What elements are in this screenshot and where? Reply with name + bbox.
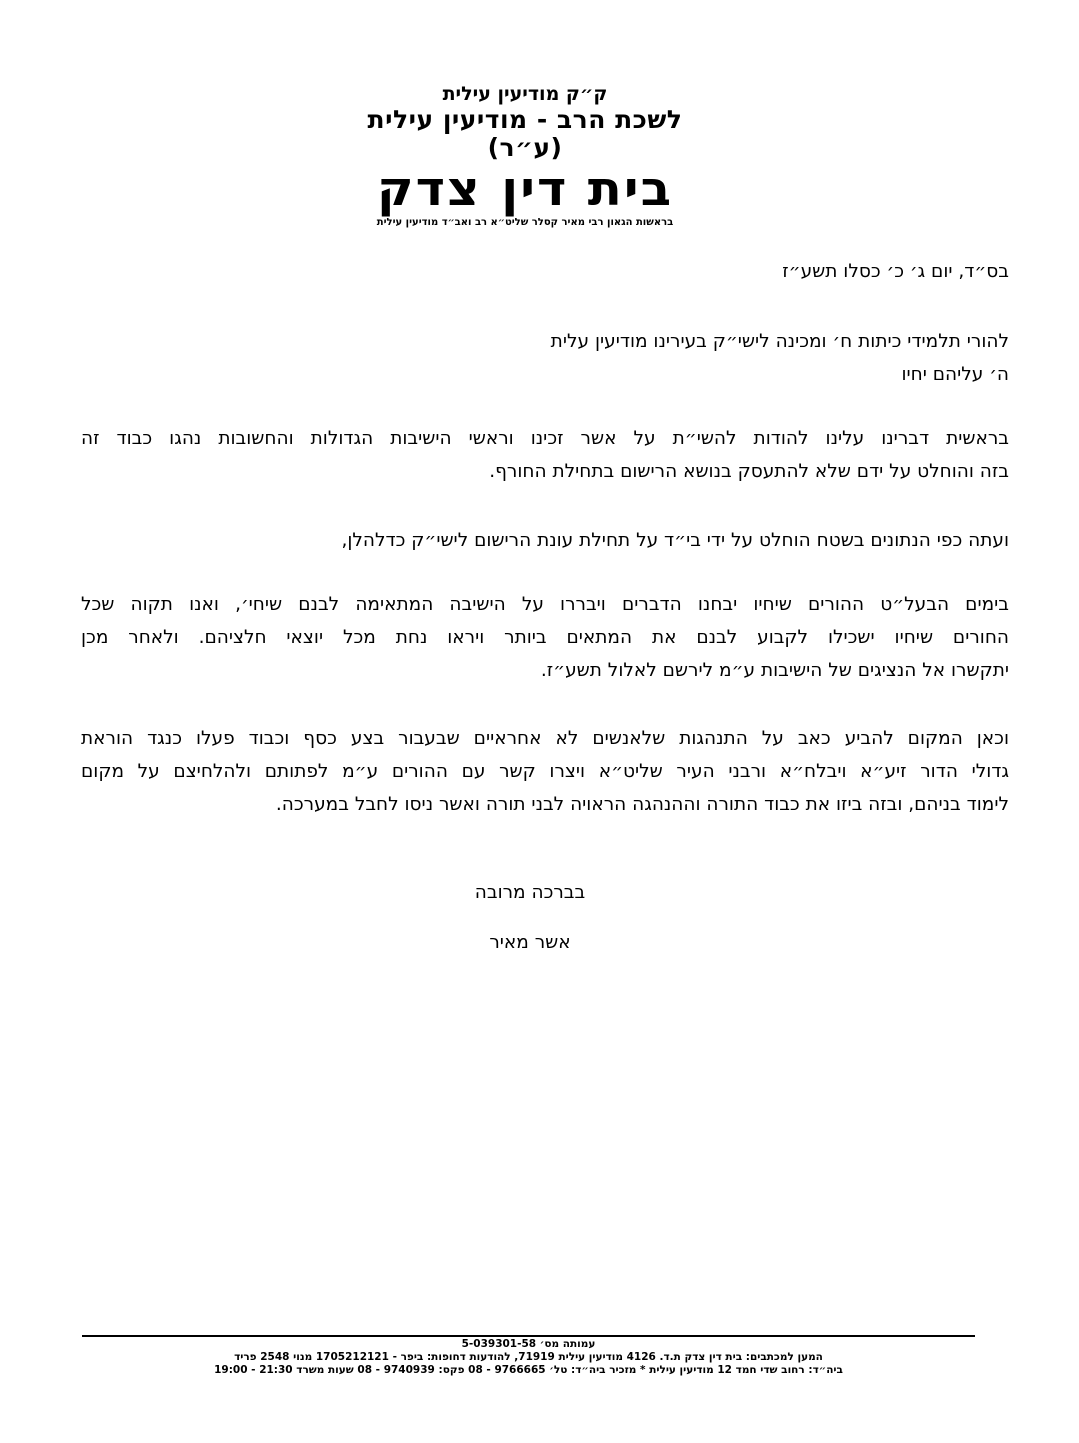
addressee-line: ה׳ עליהם יחיו: [901, 364, 1009, 385]
paragraph: [81, 422, 1009, 488]
paragraph-line: ועתה כפי הנתונים בשטח הוחלט על ידי בי״ד על תחילת עונת הרישום לישי״ק כדלהלן,: [341, 530, 1009, 551]
footer-office-contact: ביה״ד: רחוב שדי חמד 12 מודיעין עילית * מזכיר ביה״ד: טל׳ 9766665 - 08 פקס: 9740939 - 08 שעות משרד 21:30 - 19:00: [214, 1364, 843, 1376]
paragraph-line: בזה והוחלט על ידם שלא להתעסק בנושא הרישום בתחילת החורף.: [489, 461, 1009, 482]
letter-addressee: [81, 325, 1009, 391]
paragraph: [81, 588, 1009, 687]
paragraph-line: יתקשרו אל הנציגים של הישיבות ע״מ לירשם לאלול תשע״ז.: [540, 660, 1009, 681]
paragraph-line: בראשית דברינו עלינו להודות להשי״ת על אשר זכינו וראשי הישיבות הגדולות והחשובות נהגו כבוד זה: [81, 428, 1009, 449]
letterhead-office: לשכת הרב - מודיעין עילית (ע״ר): [367, 105, 683, 162]
letterhead-title: בית דין צדק: [376, 161, 674, 217]
paragraph-line: בימים הבעל״ט ההורים שיחיו יבחנו הדברים ויבררו על הישיבה המתאימה לבנם שיחי׳, ואנו תקוה שכל: [81, 594, 1009, 615]
footer-registration: עמותה מס׳ 5-039301-58: [461, 1338, 596, 1350]
paragraph: [81, 524, 1009, 557]
paragraph-line: וכאן המקום להביע כאב על התנהגות שלאנשים לא אחראיים שבעבור בצע כסף וכבוד פעלו כנגד הוראת: [81, 728, 1009, 749]
closing-text: בברכה מרובה: [474, 882, 586, 903]
letterhead-community: ק״ק מודיעין עילית: [442, 83, 608, 105]
signature-name: אשר מאיר: [489, 932, 571, 953]
addressee-line: להורי תלמידי כיתות ח׳ ומכינה לישי״ק בעירינו מודיעין עלית: [550, 331, 1009, 352]
letterhead-subtitle: בראשות הגאון רבי מאיר קסלר שליט״א רב ואב״ד מודיעין עילית: [376, 217, 674, 228]
letter-date: בס״ד, יום ג׳ כ׳ כסלו תשע״ז: [782, 261, 1009, 282]
signature-block: [380, 868, 680, 968]
letterhead: [340, 82, 710, 230]
paragraph: [81, 722, 1009, 821]
footer: [82, 1338, 975, 1377]
footer-mailing-address: המען למכתבים: בית דין צדק ת.ד. 4126 מודיעין עילית 71919, להודעות דחופות: ביפר - 1705212121 מנוי 2548 פריד: [234, 1351, 823, 1363]
paragraph-line: החורים שיחיו ישכילו לקבוע לבנם את המתאים ביותר ויראו נחת מכל יוצאי חלציהם. ולאחר מכן: [81, 627, 1009, 648]
paragraph-line: לימוד בניהם, ובזה ביזו את כבוד התורה וההנהגה הראויה לבני תורה ואשר ניסו לחבל במערכה.: [275, 794, 1009, 815]
footer-divider: [82, 1335, 975, 1337]
paragraph-line: גדולי הדור זיע״א ויבלח״א ורבני העיר שליט״א ויצרו קשר עם ההורים ע״מ לפתותם ולהלחיצם על מקום: [81, 761, 1009, 782]
